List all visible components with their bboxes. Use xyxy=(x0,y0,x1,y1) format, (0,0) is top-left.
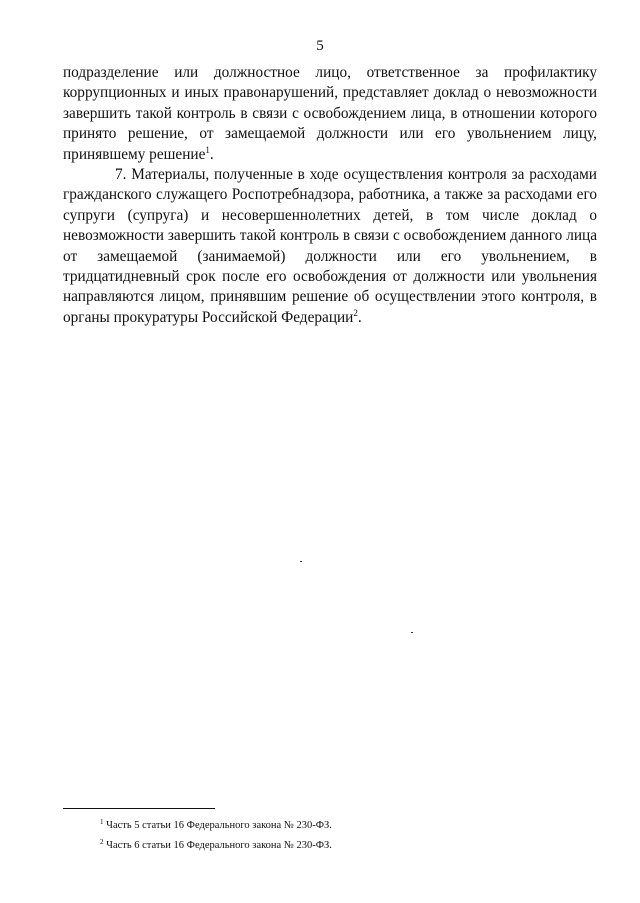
paragraph-text: подразделение или должностное лицо, ответственное за профилактику коррупционных и иных правонарушений, представляет доклад о невозможности завершить такой контроль в связи с освобождением лица, в отношении которого принято решение, от замещаемой должности или его увольнением лицу, принявшему решение xyxy=(63,64,597,163)
footnote-ref[interactable]: 1 xyxy=(205,144,210,155)
footnote-mark: 1 xyxy=(100,818,104,826)
footnotes xyxy=(100,816,580,856)
paragraph-text: 7. Материалы, полученные в ходе осуществления контроля за расходами гражданского служащего Роспотребнадзора, работника, а также за расходами его супруги (супруга) и несовершеннолетних детей, в том числе доклад о невозможности завершить такой контроль в связи с освобождением данного лица от замещаемой (занимаемой) должности или его увольнением, в тридцатидневный срок после его освобождения от должности или увольнения направляются лицом, принявшим решение об осуществлении этого контроля, в органы прокуратуры Российской Федерации xyxy=(63,166,597,326)
paragraph-end: . xyxy=(357,308,362,326)
footnote-text: Часть 5 статьи 16 Федерального закона № 230-ФЗ. xyxy=(103,820,332,831)
footnote-item xyxy=(100,836,580,856)
footnote-item xyxy=(100,816,580,836)
body-text xyxy=(63,63,597,328)
paragraph-continued xyxy=(63,63,597,165)
scan-speck xyxy=(411,632,413,633)
paragraph-item-7 xyxy=(63,165,597,328)
page-number: 5 xyxy=(316,38,324,54)
footnote-text: Часть 6 статьи 16 Федерального закона № 230-ФЗ. xyxy=(103,840,332,851)
footnote-mark: 2 xyxy=(100,838,104,846)
footnote-ref[interactable]: 2 xyxy=(353,307,358,318)
paragraph-end: . xyxy=(209,145,214,163)
scan-speck xyxy=(300,561,302,562)
footnote-separator xyxy=(63,808,215,809)
